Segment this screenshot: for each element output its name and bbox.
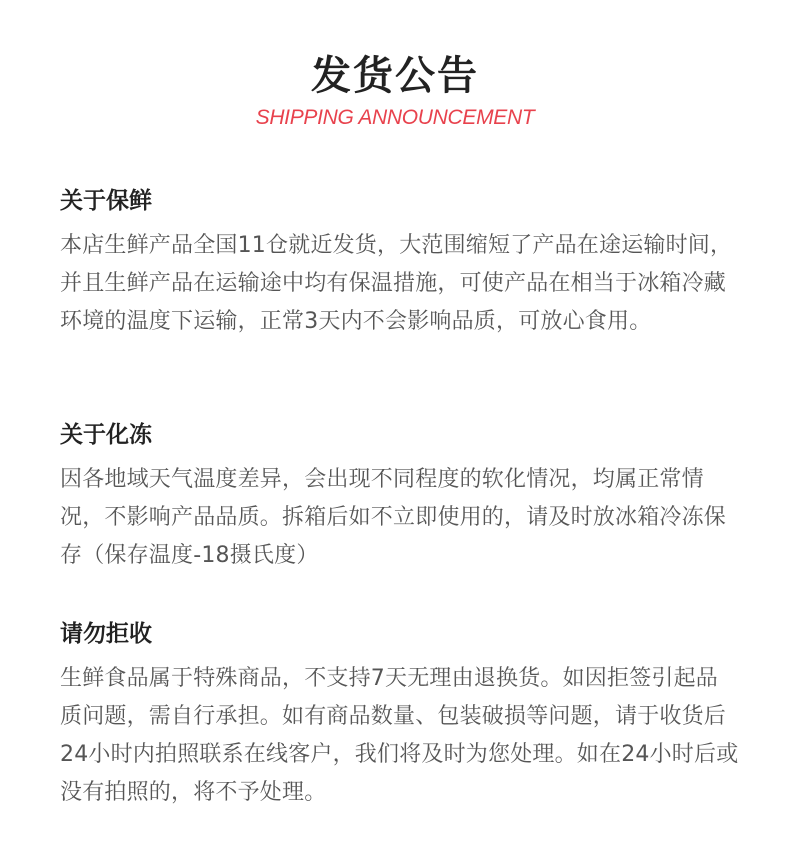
section-title: 关于化冻 — [60, 422, 152, 448]
section-body: 因各地域天气温度差异，会出现不同程度的软化情况，均属正常情况，不影响产品品质。拆箱后如不立即使用的，请及时放冰箱冷冻保存（保存温度-18摄氏度） — [60, 467, 727, 568]
section-no-refusal — [60, 618, 740, 812]
section-body: 生鲜食品属于特殊商品，不支持7天无理由退换货。如因拒签引起品质问题，需自行承担。如有商品数量、包装破损等问题，请于收货后24小时内拍照联系在线客户，我们将及时为您处理。如在24小时后或没有拍照的，将不予处理。 — [60, 666, 739, 805]
section-body: 本店生鲜产品全国11仓就近发货，大范围缩短了产品在途运输时间，并且生鲜产品在运输途中均有保温措施，可使产品在相当于冰箱冷藏环境的温度下运输，正常3天内不会影响品质，可放心食用。 — [60, 233, 733, 334]
announcement-header — [0, 50, 790, 132]
page-subtitle: SHIPPING ANNOUNCEMENT — [255, 106, 535, 129]
page-title: 发货公告 — [311, 53, 479, 99]
section-freshness — [60, 185, 740, 341]
section-thawing — [60, 419, 740, 575]
section-title: 请勿拒收 — [60, 621, 152, 647]
section-title: 关于保鲜 — [60, 188, 152, 214]
